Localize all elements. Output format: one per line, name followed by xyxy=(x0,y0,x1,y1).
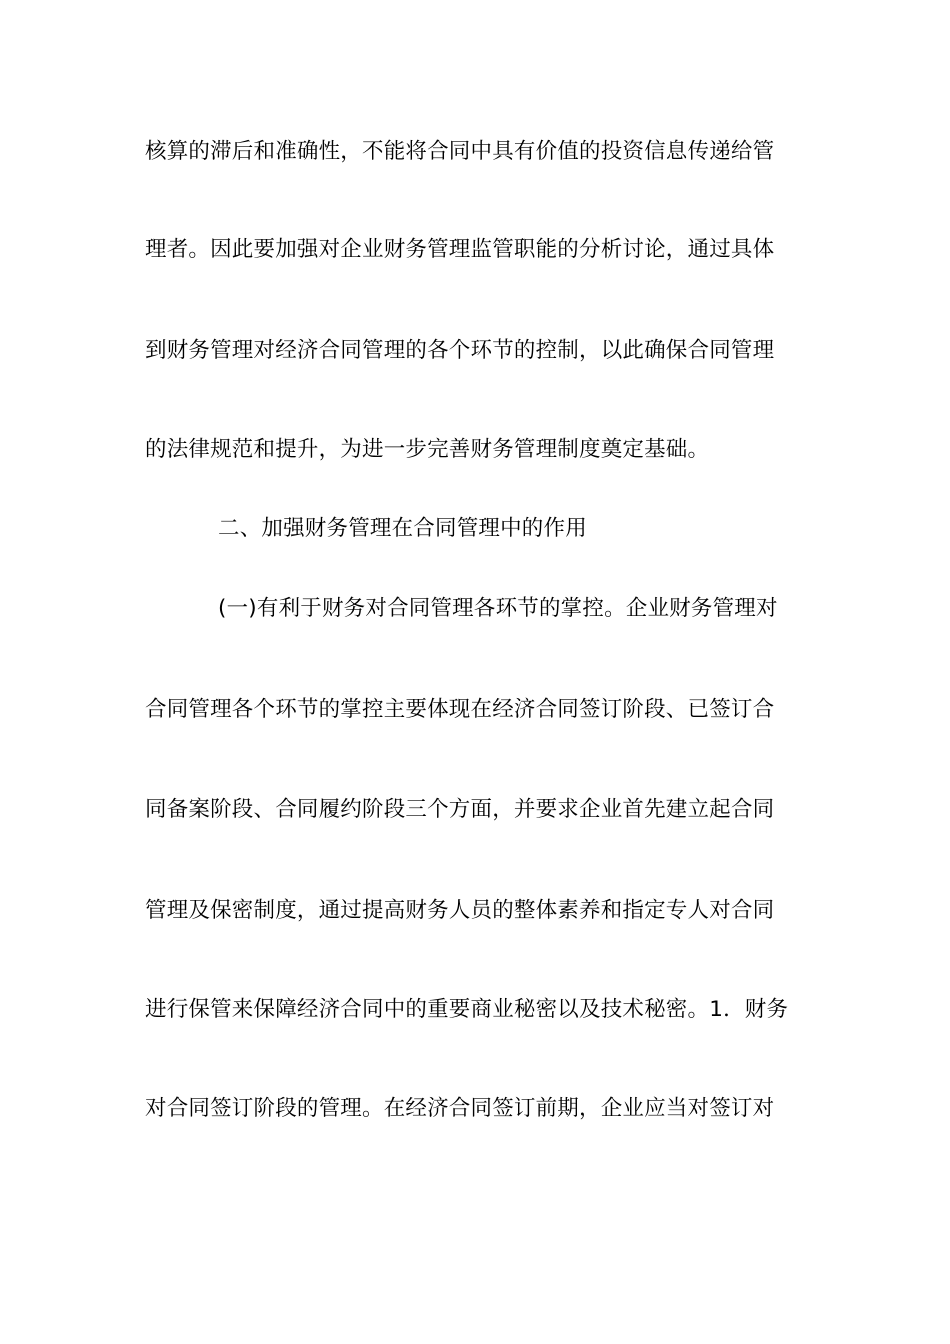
paragraph-line: 管理及保密制度，通过提高财务人员的整体素养和指定专人对合同 xyxy=(145,898,775,923)
paragraph-line: 合同管理各个环节的掌控主要体现在经济合同签订阶段、已签订合 xyxy=(145,697,775,722)
paragraph-line: 进行保管来保障经济合同中的重要商业秘密以及技术秘密。1．财务 xyxy=(145,997,789,1022)
paragraph-line: 到财务管理对经济合同管理的各个环节的控制，以此确保合同管理 xyxy=(145,338,775,363)
section-heading: 二、加强财务管理在合同管理中的作用 xyxy=(218,516,587,541)
paragraph-line: 理者。因此要加强对企业财务管理监管职能的分析讨论，通过具体 xyxy=(145,237,775,262)
paragraph-line: (一)有利于财务对合同管理各环节的掌控。企业财务管理对 xyxy=(218,596,778,621)
paragraph-line: 对合同签订阶段的管理。在经济合同签订前期，企业应当对签订对 xyxy=(145,1096,775,1121)
paragraph-line: 核算的滞后和准确性，不能将合同中具有价值的投资信息传递给管 xyxy=(145,139,775,164)
paragraph-line: 同备案阶段、合同履约阶段三个方面，并要求企业首先建立起合同 xyxy=(145,797,775,822)
paragraph-line: 的法律规范和提升，为进一步完善财务管理制度奠定基础。 xyxy=(145,437,710,462)
